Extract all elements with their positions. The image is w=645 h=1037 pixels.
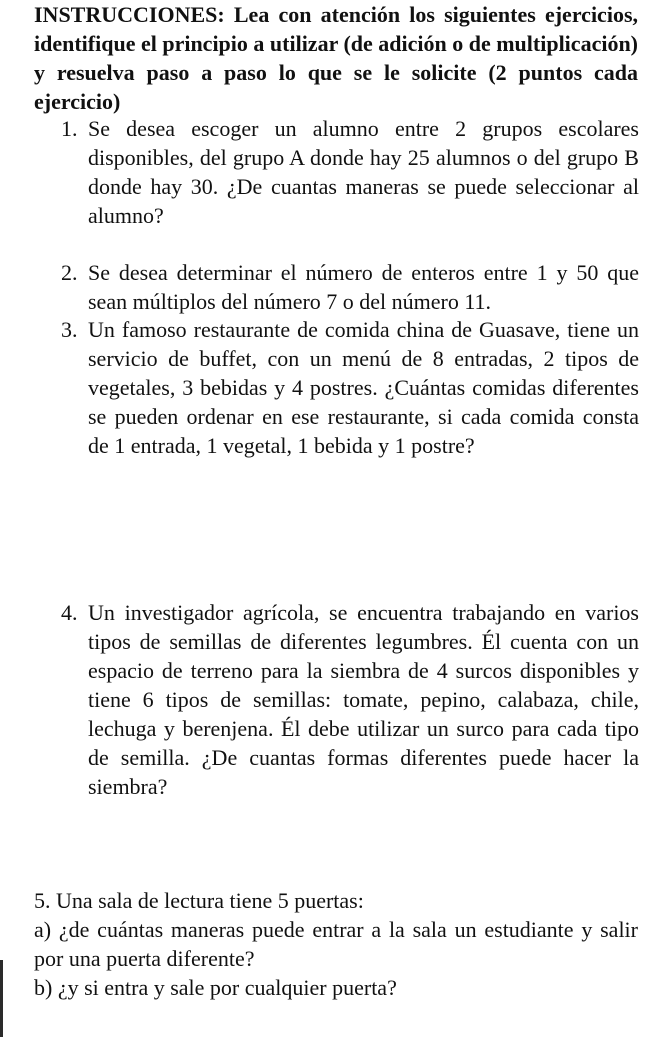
exercise-text: Un famoso restaurante de comida china de Guasave, tiene un servicio de buffet, con un menú de 8 entradas, 2 tipos de vegetales, 3 bebidas y 4 postres. ¿Cuántas comidas diferentes se pueden ordenar en ese restaurante, si cada comida consta de 1 entrada, 1 vegetal, 1 bebida y 1 postre?: [88, 317, 639, 458]
exercise-5-part-a: a) ¿de cuántas maneras puede entrar a la sala un estudiante y salir por una puerta diferente?: [34, 917, 638, 971]
exercise-number: 2.: [61, 260, 78, 285]
exercise-5: [34, 886, 638, 1002]
exercise-number: 4.: [61, 600, 78, 625]
exercise-number: 1.: [61, 116, 78, 141]
exercise-5-part-b: b) ¿y si entra y sale por cualquier puerta?: [34, 975, 397, 1000]
page-edge-shadow: [0, 960, 3, 1037]
exercise-5-intro: 5. Una sala de lectura tiene 5 puertas:: [34, 888, 364, 913]
instructions-heading: INSTRUCCIONES: Lea con atención los siguientes ejercicios, identifique el principio a utilizar (de adición o de multiplicación) y resuelva paso a paso lo que se le solicite (2 puntos cada ejercicio): [34, 2, 639, 114]
exercise-text: Se desea determinar el número de enteros entre 1 y 50 que sean múltiplos del número 7 o del número 11.: [88, 260, 639, 314]
exercise-number: 3.: [61, 317, 78, 342]
exercise-text: Se desea escoger un alumno entre 2 grupos escolares disponibles, del grupo A donde hay 25 alumnos o del grupo B donde hay 30. ¿De cuantas maneras se puede seleccionar al alumno?: [88, 116, 639, 228]
exercise-text: Un investigador agrícola, se encuentra trabajando en varios tipos de semillas de diferentes legumbres. Él cuenta con un espacio de terreno para la siembra de 4 surcos disponibles y tiene 6 tipos de semillas: tomate, pepino, calabaza, chile, lechuga y berenjena. Él debe utilizar un surco para cada tipo de semilla. ¿De cuantas formas diferentes puede hacer la siembra?: [88, 600, 639, 799]
